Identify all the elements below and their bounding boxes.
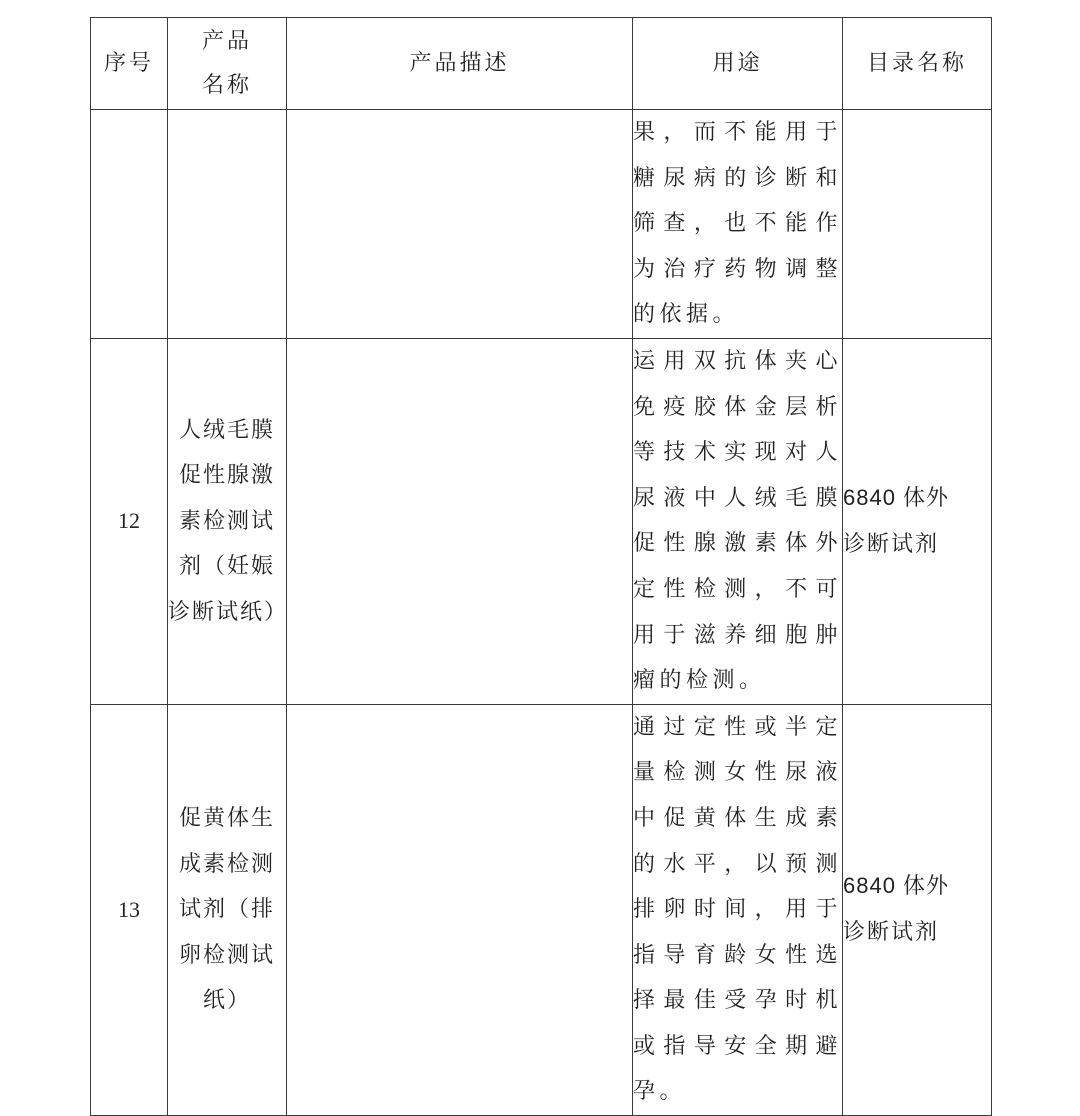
row-use: 果，而不能用于糖尿病的诊断和筛查，也不能作为治疗药物调整的依据。 bbox=[633, 110, 843, 339]
row-catalog bbox=[843, 704, 992, 1115]
row-catalog-name: 诊断试剂 bbox=[843, 531, 940, 557]
row-use: 通过定性或半定量检测女性尿液中促黄体生成素的水平，以预测排卵时间，用于指导育龄女性选择最佳受孕时机或指导安全期避孕。 bbox=[633, 704, 843, 1115]
table-header-row bbox=[91, 18, 992, 110]
row-catalog bbox=[843, 110, 992, 339]
row-product-name: 促黄体生成素检测试剂（排卵检测试纸） bbox=[168, 704, 287, 1115]
header-product-name-line1: 产品 bbox=[201, 28, 252, 54]
table-row bbox=[91, 338, 992, 704]
row-description bbox=[287, 110, 633, 339]
header-product-name bbox=[168, 18, 287, 110]
row-product-name: 人绒毛膜促性腺激素检测试剂（妊娠诊断试纸） bbox=[168, 338, 287, 704]
table-row bbox=[91, 704, 992, 1115]
row-use: 运用双抗体夹心免疫胶体金层析等技术实现对人尿液中人绒毛膜促性腺激素体外定性检测，不可用于滋养细胞肿瘤的检测。 bbox=[633, 338, 843, 704]
header-description: 产品描述 bbox=[287, 18, 633, 110]
row-catalog-code: 6840 体外 bbox=[843, 484, 950, 510]
row-description bbox=[287, 704, 633, 1115]
row-catalog-code: 6840 体外 bbox=[843, 873, 950, 899]
row-index: 12 bbox=[91, 338, 168, 704]
header-use: 用途 bbox=[633, 18, 843, 110]
product-table bbox=[90, 17, 992, 1116]
header-catalog: 目录名称 bbox=[843, 18, 992, 110]
row-index: 13 bbox=[91, 704, 168, 1115]
row-product-name bbox=[168, 110, 287, 339]
row-description bbox=[287, 338, 633, 704]
row-index bbox=[91, 110, 168, 339]
header-product-name-line2: 名称 bbox=[201, 72, 252, 98]
row-catalog-name: 诊断试剂 bbox=[843, 920, 940, 946]
row-catalog bbox=[843, 338, 992, 704]
header-index: 序号 bbox=[91, 18, 168, 110]
table-row bbox=[91, 110, 992, 339]
